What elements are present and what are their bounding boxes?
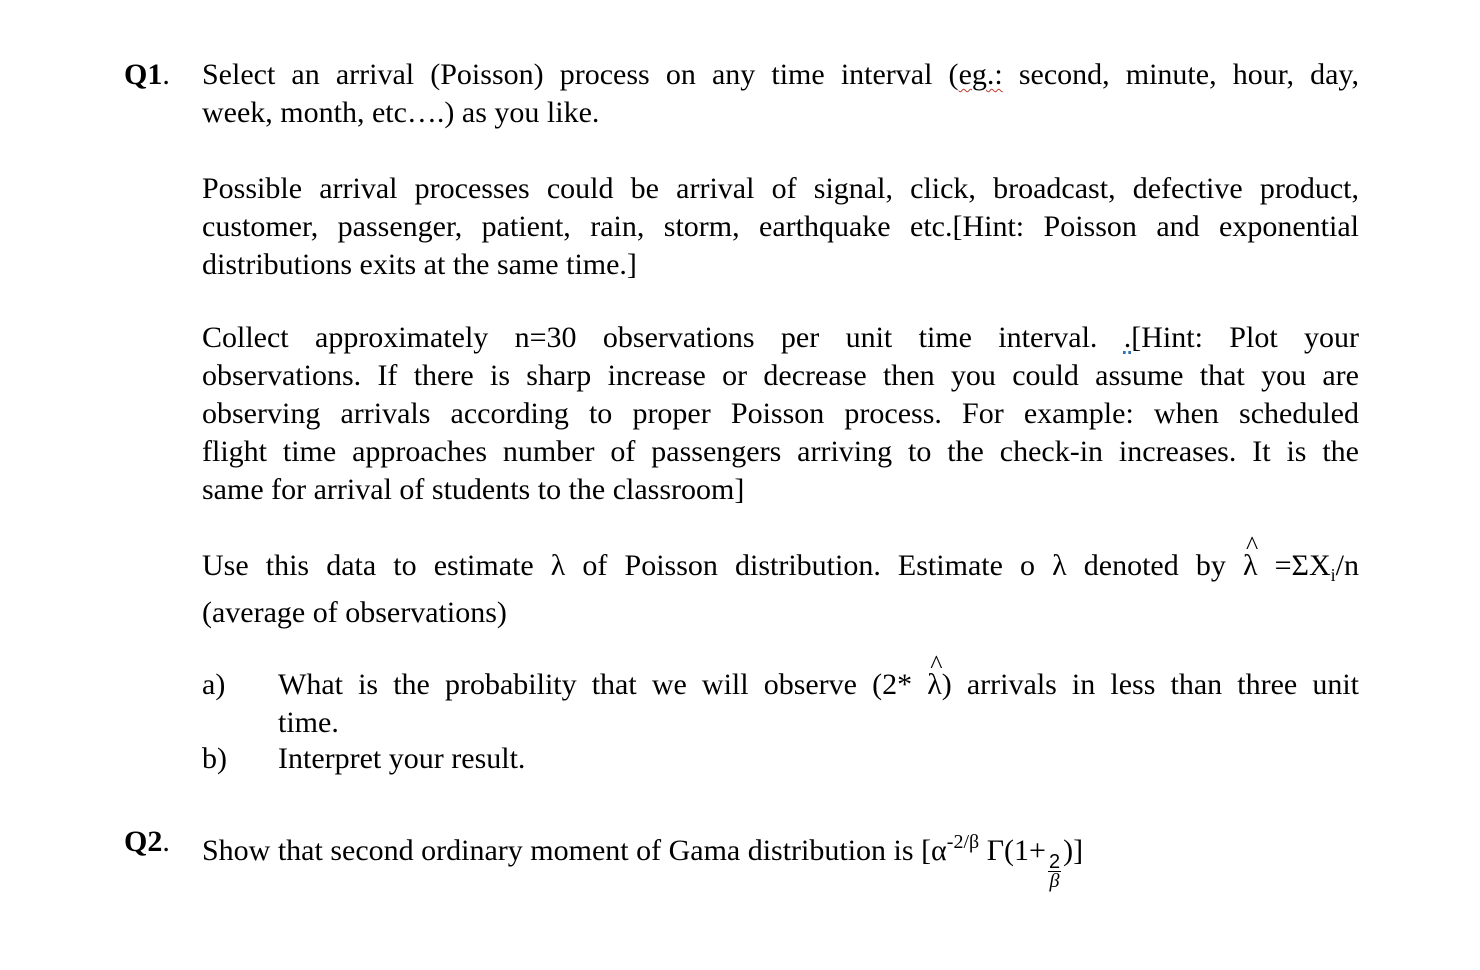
q1-p3-line-1: Collect approximately n=30 observations per unit time interval. .[Hint: Plot your: [202, 321, 1360, 354]
fraction-two-over-beta: $\frac{2}{\beta}$: [1048, 851, 1061, 892]
q1-p2-line-1: Possible arrival processes could be arrival of signal, click, broadcast, defective product,: [202, 172, 1359, 205]
question-1-label: Q1.: [124, 58, 170, 91]
item-a-line-1: What is the probability that we will observe (2* ^ λ) arrivals in less than three unit: [278, 666, 1359, 704]
q1-intro-line-1: Select an arrival (Poisson) process on any time interval (eg.: second, minute, hour, day,: [202, 58, 1359, 91]
dotted-underline-mark: .: [1123, 321, 1132, 354]
q1-p2-line-3: distributions exits at the same time.]: [202, 248, 637, 281]
q1-p4-line-1: Use this data to estimate λ of Poisson distribution. Estimate o λ denoted by ^ $\lambda =\Sigma X_i/n$: [202, 547, 1359, 594]
item-b-label: b): [202, 742, 227, 775]
q1-intro: [202, 56, 1359, 132]
item-b-text: Interpret your result.: [278, 742, 526, 775]
q1-paragraph-2: [202, 170, 1359, 284]
q1-p4-line-2: (average of observations): [202, 596, 507, 629]
q1-p3-line-4: flight time approaches number of passengers arriving to the check-in increases. It is the: [202, 435, 1359, 468]
q1-paragraph-4: [202, 547, 1359, 632]
q1-intro-line-2: week, month, etc….) as you like.: [202, 96, 600, 129]
q1-p3-line-2: observations. If there is sharp increase or decrease then you could assume that you are: [202, 359, 1359, 392]
exponent: -2/β: [946, 831, 980, 853]
q1-paragraph-3: [202, 319, 1359, 509]
item-a-text: [278, 666, 1359, 742]
q1-p3-line-5: same for arrival of students to the classroom]: [202, 473, 745, 506]
lambda-hat-symbol: ^ λ: [1243, 547, 1258, 585]
q1-p2-line-2: customer, passenger, patient, rain, storm, earthquake etc.[Hint: Poisson and exponential: [202, 210, 1359, 243]
lambda-hat-symbol: ^ λ: [927, 666, 942, 704]
item-a-line-2: time.: [278, 706, 339, 739]
q2-line-1: Show that second ordinary moment of Gama distribution is [$\alpha^{-2/\beta}$ Γ(1+ $\frac{2}{\beta}$ )]: [202, 831, 1084, 892]
question-2-label: Q2.: [124, 825, 170, 858]
q2-text: [202, 823, 1359, 890]
item-a-label: a): [202, 668, 226, 701]
eg-wavy-underline: eg.:: [958, 58, 1003, 91]
q1-p3-line-3: observing arrivals according to proper Poisson process. For example: when scheduled: [202, 397, 1359, 430]
